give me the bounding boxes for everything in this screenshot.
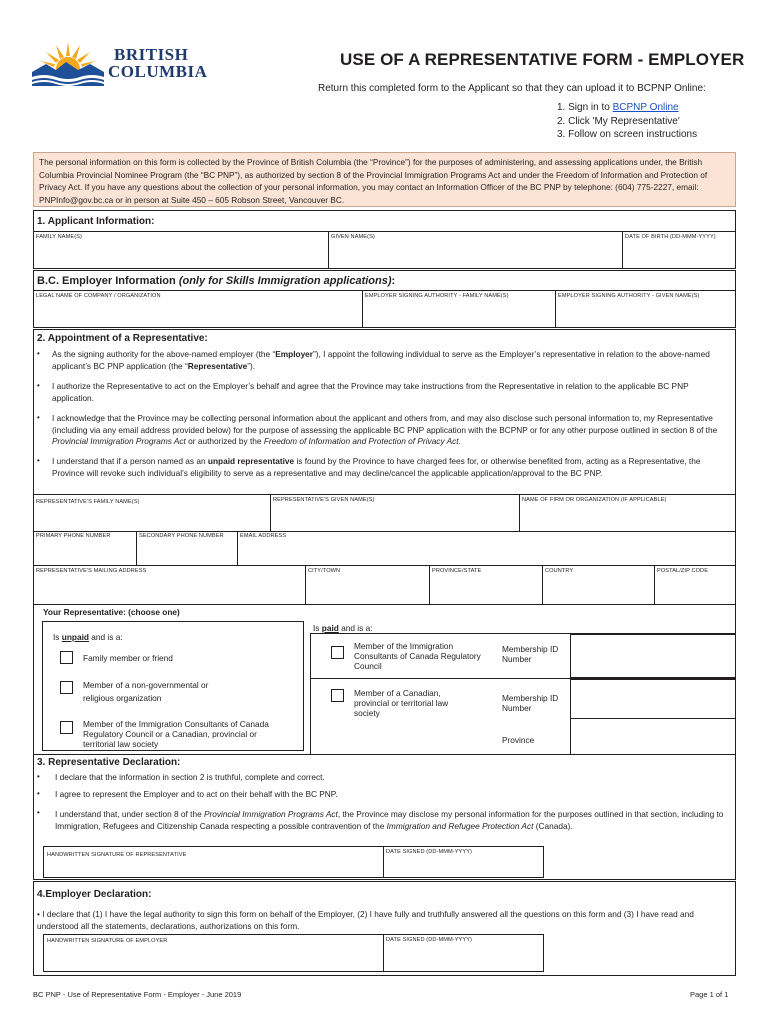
ngo-checkbox[interactable] [60,681,73,694]
employer-section-title: B.C. Employer Information (only for Skills Immigration applications): [37,275,396,287]
appointment-statement-3: I acknowledge that the Province may be collecting personal information about the applicant and others from, and may also disclose such personal information to, my Representative (including via any email address provided below) for the purpose of assessing the applicable BC PNP application with the BCPNP or for any other purpose outlined in section 8 of the Provincial Immigration Programs Act or authorized by the Freedom of Information and Protection of Privacy Act. [52,413,718,446]
appointment-statement-1: As the signing authority for the above-named employer (the “Employer”), I appoint the following individual to serve as the Employer’s representative in relation to the above-named applicant’s BC PNP application (the “Representative”). [52,349,710,371]
step-1: 1. Sign in to BCPNP Online [557,102,679,113]
appointment-statement-4: I understand that if a person named as an unpaid representative is found by the Province to have charged fees for, or otherwise benefited from, acting as a Representative, the Province will revoke such individual’s eligibility to serve as a representative and may decline/cancel the applicable application/approval to the BC PNP. [52,456,701,478]
family-friend-checkbox[interactable] [60,651,73,664]
appointment-statement-2: I authorize the Representative to act on the Employer’s behalf and agree that the Province may take instructions from the Representative in relation to the applicable BC PNP application. [52,381,689,403]
employer-declaration-title: 4.Employer Declaration: [37,889,152,900]
legal-name-label: LEGAL NAME OF COMPANY / ORGANIZATION [36,293,161,299]
bullet-7: • [37,808,40,817]
form-subtitle: Return this completed form to the Applicant so that they can upload it to BCPNP Online: [318,83,706,94]
logo-text-british: BRITISH [114,45,189,64]
mailing-address-label: REPRESENTATIVE'S MAILING ADDRESS [36,568,147,574]
employer-date-label: DATE SIGNED (DD-MMM-YYYY) [386,937,472,943]
rep-given-name-label: REPRESENTATIVE'S GIVEN NAME(S) [273,497,375,503]
country-label: COUNTRY [545,568,574,574]
choose-representative-label: Your Representative: (choose one) [43,607,180,617]
form-title: USE OF A REPRESENTATIVE FORM - EMPLOYER [340,50,745,69]
rep-declaration-2: I agree to represent the Employer and to act on their behalf with the BC PNP. [55,789,338,799]
secondary-phone-label: SECONDARY PHONE NUMBER [139,533,224,539]
primary-phone-label: PRIMARY PHONE NUMBER [36,533,111,539]
province-state-label: PROVINCE/STATE [432,568,482,574]
bullet-1: • [37,349,40,358]
unpaid-regulated-checkbox[interactable] [60,721,73,734]
postal-code-label: POSTAL/ZIP CODE [657,568,709,574]
email-label: EMAIL ADDRESS [240,533,287,539]
unpaid-heading: Is unpaid and is a: [53,632,123,642]
privacy-notice: The personal information on this form is collected by the Province of British Columbia (the “Province”) for the purposes of administering, and assessing applications under, the British Columbia Provincial Nominee Program (the “BC PNP”), as authorized by section 8 of the Provincial Immigration Programs Act and under the Freedom of Information and Protection of Privacy Act. If you have any questions about the collection of your personal information, you may contact an Information Officer of the BC PNP by telephone: (604) 775-2227, email: PNPInfo@gov.bc.ca or in person at Suite 450 – 605 Robson Street, Vancouver BC. [33,152,736,207]
rep-date-label: DATE SIGNED (DD-MMM-YYYY) [386,849,472,855]
rep-declaration-title: 3. Representative Declaration: [37,757,181,768]
appointment-section-title: 2. Appointment of a Representative: [37,333,208,344]
bullet-2: • [37,381,40,390]
bullet-6: • [37,789,40,798]
logo-text-columbia: COLUMBIA [108,62,208,81]
employer-signature-label: HANDWRITTEN SIGNATURE OF EMPLOYER [47,938,168,944]
footer-form-name: BC PNP - Use of Representative Form - Employer - June 2019 [33,990,242,999]
paid-law-society-label: Member of a Canadian, provincial or territorial law society [354,688,449,718]
bcpnp-online-link[interactable]: BCPNP Online [612,102,679,113]
rep-declaration-3: I understand that, under section 8 of the Provincial Immigration Programs Act, the Province may disclose my personal information for the purposes outlined in that section, including to Immigration, Refugees and Citizenship Canada respecting a possible contravention of the Immigration and Refugee Protection Act (Canada). [55,809,724,831]
family-name-label: FAMILY NAME(S) [36,234,82,240]
unpaid-regulated-label: Member of the Immigration Consultants of Canada Regulatory Council or a Canadian, provincial or territorial law society [83,719,269,749]
membership-id-label-1: Membership ID Number [502,644,559,664]
membership-id-field-1[interactable] [570,634,736,678]
ngo-label: Member of a non-governmental or religious organization [83,680,209,703]
given-name-label: GIVEN NAME(S) [331,234,375,240]
rep-declaration-1: I declare that the information in section 2 is truthful, complete and correct. [55,772,325,782]
bullet-4: • [37,456,40,465]
paid-iccrc-label: Member of the Immigration Consultants of Canada Regulatory Council [354,641,481,671]
membership-id-field-2[interactable] [570,679,736,719]
paid-iccrc-checkbox[interactable] [331,646,344,659]
paid-heading: Is paid and is a: [313,623,373,633]
authority-family-label: EMPLOYER SIGNING AUTHORITY - FAMILY NAME(S) [365,293,509,299]
rep-family-name-label: REPRESENTATIVE'S FAMILY NAME(S) [36,499,140,505]
paid-law-society-checkbox[interactable] [331,689,344,702]
bullet-3: • [37,413,40,422]
applicant-section-title: 1. Applicant Information: [37,216,155,227]
membership-id-label-2: Membership ID Number [502,693,559,713]
province-label: Province [502,735,535,745]
step-3: 3. Follow on screen instructions [557,129,698,140]
bullet-8: • [37,909,43,919]
step-2: 2. Click 'My Representative' [557,115,680,127]
rep-signature-field[interactable] [43,846,384,878]
bc-sun-mountain-icon [32,36,104,86]
dob-label: DATE OF BIRTH (DD-MMM-YYYY) [625,234,716,240]
rep-signature-label: HANDWRITTEN SIGNATURE OF REPRESENTATIVE [47,852,187,858]
employer-declaration-text: • I declare that (1) I have the legal authority to sign this form on behalf of the Employer, (2) I have fully and truthfully answered all the questions on this form and (3) I have read and understood all the statements, declarations, authorizations on this form. [37,909,694,931]
bullet-5: • [37,772,40,781]
email-field[interactable] [237,531,736,566]
bc-logo [32,36,212,86]
footer-page-number: Page 1 of 1 [690,990,729,999]
instruction-steps [557,101,697,142]
province-field[interactable] [570,718,736,755]
firm-name-label: NAME OF FIRM OR ORGANIZATION (IF APPLICABLE) [522,497,667,503]
family-friend-label: Family member or friend [83,653,173,663]
authority-given-label: EMPLOYER SIGNING AUTHORITY - GIVEN NAME(S) [558,293,700,299]
city-label: CITY/TOWN [308,568,341,574]
